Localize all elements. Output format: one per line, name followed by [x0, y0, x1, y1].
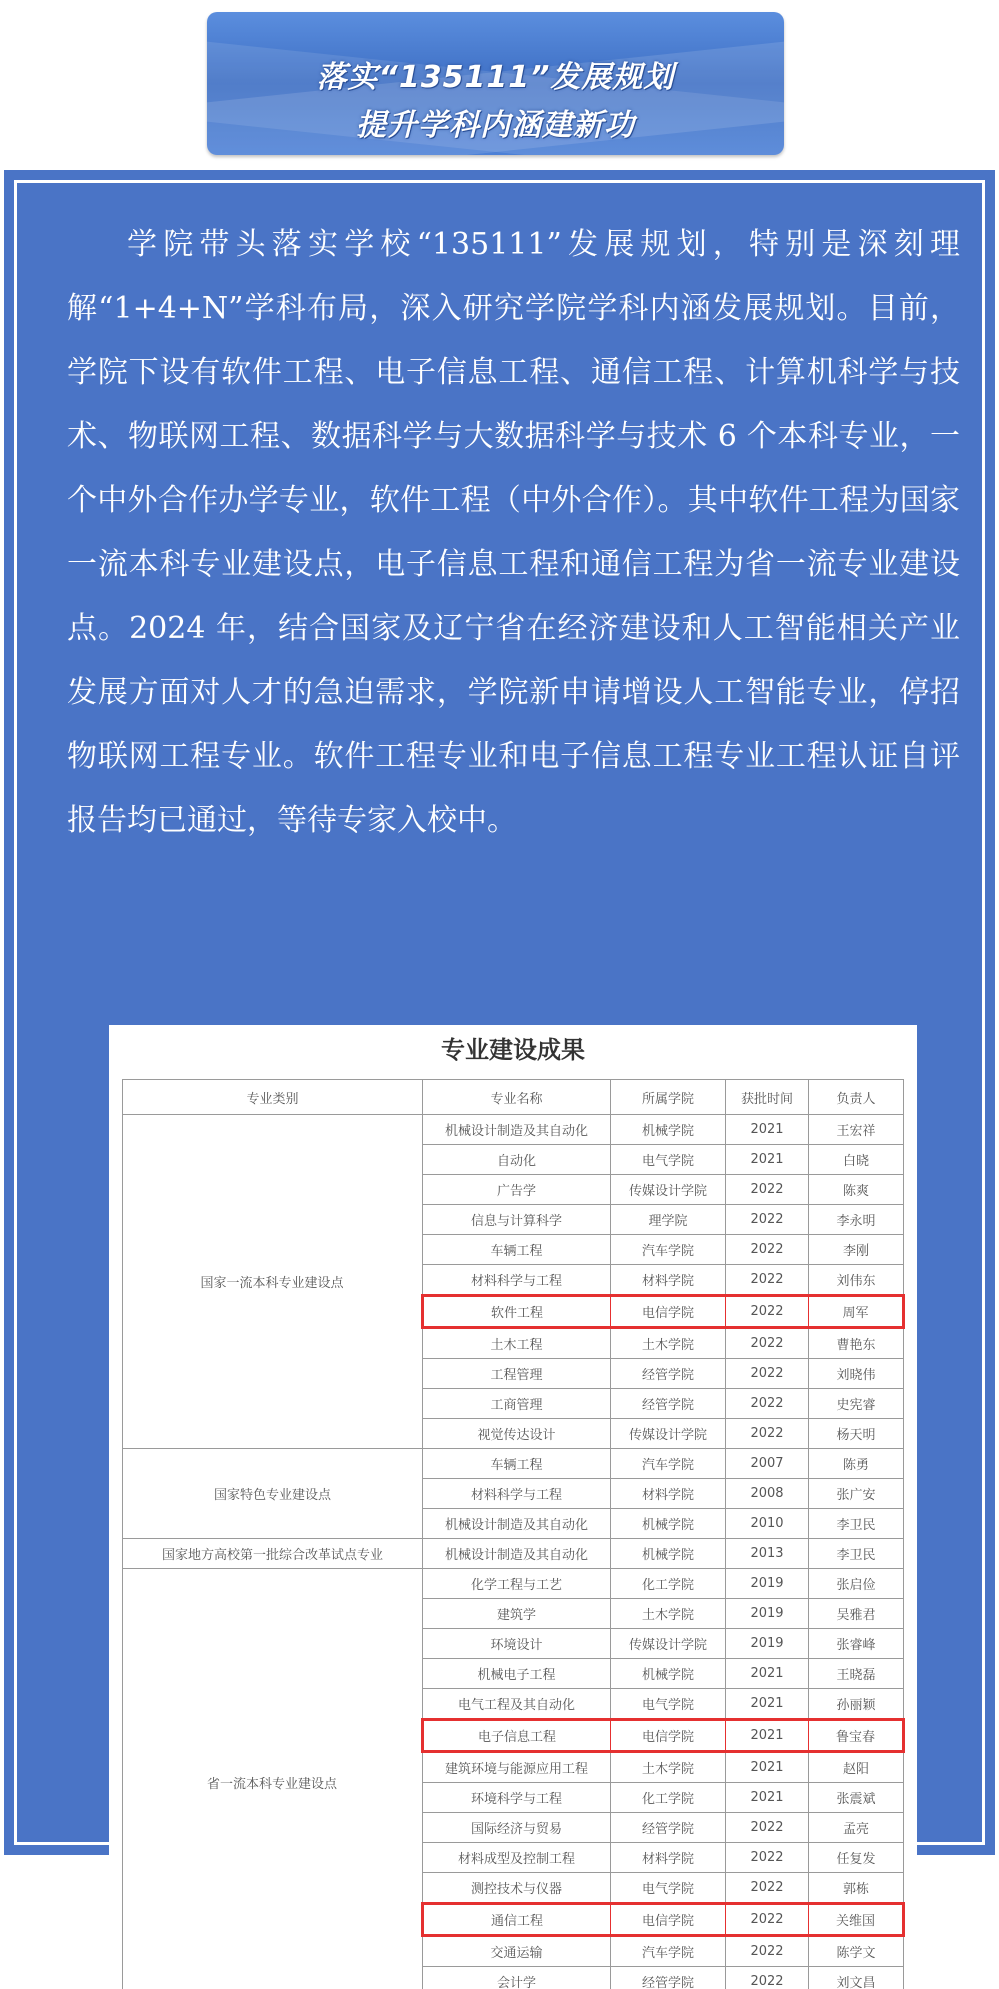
- cell-college: 汽车学院: [611, 1936, 726, 1967]
- table-row: [123, 1115, 904, 1145]
- cell-leader: 陈学文: [809, 1936, 904, 1967]
- cell-major-name: 建筑学: [423, 1599, 611, 1629]
- content-panel: [4, 170, 995, 1855]
- cell-leader: 史宪睿: [809, 1389, 904, 1419]
- cell-major-name: 车辆工程: [423, 1235, 611, 1265]
- header-college: 所属学院: [611, 1080, 726, 1115]
- cell-college: 电信学院: [611, 1296, 726, 1328]
- cell-major-name: 通信工程: [423, 1904, 611, 1936]
- cell-major-name: 国际经济与贸易: [423, 1813, 611, 1843]
- cell-major-name: 视觉传达设计: [423, 1419, 611, 1449]
- cell-leader: 杨天明: [809, 1419, 904, 1449]
- cell-college: 电气学院: [611, 1873, 726, 1904]
- cell-approval-year: 2010: [726, 1509, 809, 1539]
- cell-major-name: 环境科学与工程: [423, 1783, 611, 1813]
- cell-college: 化工学院: [611, 1569, 726, 1599]
- cell-major-name: 机械设计制造及其自动化: [423, 1509, 611, 1539]
- cell-major-name: 工程管理: [423, 1359, 611, 1389]
- cell-leader: 张广安: [809, 1479, 904, 1509]
- cell-college: 材料学院: [611, 1479, 726, 1509]
- cell-leader: 吴雅君: [809, 1599, 904, 1629]
- cell-approval-year: 2022: [726, 1936, 809, 1967]
- cell-approval-year: 2021: [726, 1145, 809, 1175]
- cell-approval-year: 2013: [726, 1539, 809, 1569]
- cell-approval-year: 2021: [726, 1752, 809, 1783]
- cell-major-name: 电子信息工程: [423, 1720, 611, 1752]
- cell-college: 机械学院: [611, 1539, 726, 1569]
- cell-major-name: 材料成型及控制工程: [423, 1843, 611, 1873]
- cell-major-name: 广告学: [423, 1175, 611, 1205]
- cell-major-name: 软件工程: [423, 1296, 611, 1328]
- cell-leader: 王宏祥: [809, 1115, 904, 1145]
- cell-college: 机械学院: [611, 1659, 726, 1689]
- cell-major-name: 建筑环境与能源应用工程: [423, 1752, 611, 1783]
- cell-college: 经管学院: [611, 1813, 726, 1843]
- cell-leader: 陈爽: [809, 1175, 904, 1205]
- cell-approval-year: 2021: [726, 1659, 809, 1689]
- header-major-name: 专业名称: [423, 1080, 611, 1115]
- cell-college: 经管学院: [611, 1967, 726, 1989]
- cell-approval-year: 2022: [726, 1843, 809, 1873]
- cell-approval-year: 2021: [726, 1689, 809, 1720]
- cell-college: 机械学院: [611, 1509, 726, 1539]
- cell-approval-year: 2022: [726, 1205, 809, 1235]
- cell-approval-year: 2022: [726, 1328, 809, 1359]
- cell-major-name: 交通运输: [423, 1936, 611, 1967]
- table-header-row: [123, 1080, 904, 1115]
- cell-major-name: 信息与计算科学: [423, 1205, 611, 1235]
- cell-leader: 刘伟东: [809, 1265, 904, 1296]
- cell-leader: 李卫民: [809, 1509, 904, 1539]
- cell-college: 汽车学院: [611, 1449, 726, 1479]
- header-category: 专业类别: [123, 1080, 423, 1115]
- cell-college: 土木学院: [611, 1328, 726, 1359]
- cell-leader: 曹艳东: [809, 1328, 904, 1359]
- cell-leader: 陈勇: [809, 1449, 904, 1479]
- cell-major-name: 土木工程: [423, 1328, 611, 1359]
- cell-approval-year: 2022: [726, 1296, 809, 1328]
- cell-college: 经管学院: [611, 1359, 726, 1389]
- header-approval-year: 获批时间: [726, 1080, 809, 1115]
- cell-leader: 刘文昌: [809, 1967, 904, 1989]
- table-body: [123, 1115, 904, 1989]
- cell-college: 土木学院: [611, 1752, 726, 1783]
- cell-leader: 李刚: [809, 1235, 904, 1265]
- cell-leader: 王晓磊: [809, 1659, 904, 1689]
- cell-college: 传媒设计学院: [611, 1175, 726, 1205]
- cell-approval-year: 2008: [726, 1479, 809, 1509]
- cell-college: 电信学院: [611, 1904, 726, 1936]
- table-row: [123, 1449, 904, 1479]
- banner-title-line-2: 提升学科内涵建新功: [207, 100, 784, 144]
- cell-college: 材料学院: [611, 1843, 726, 1873]
- achievements-table: [122, 1079, 905, 1989]
- cell-leader: 张震斌: [809, 1783, 904, 1813]
- cell-college: 传媒设计学院: [611, 1419, 726, 1449]
- cell-leader: 关维国: [809, 1904, 904, 1936]
- cell-leader: 刘晓伟: [809, 1359, 904, 1389]
- cell-category: 国家特色专业建设点: [123, 1449, 423, 1539]
- cell-approval-year: 2007: [726, 1449, 809, 1479]
- banner-title-line-1: 落实“135111”发展规划: [207, 52, 784, 96]
- cell-major-name: 材料科学与工程: [423, 1265, 611, 1296]
- cell-college: 电气学院: [611, 1145, 726, 1175]
- cell-college: 电气学院: [611, 1689, 726, 1720]
- cell-leader: 鲁宝春: [809, 1720, 904, 1752]
- cell-category: 国家地方高校第一批综合改革试点专业: [123, 1539, 423, 1569]
- cell-approval-year: 2019: [726, 1599, 809, 1629]
- cell-leader: 孟亮: [809, 1813, 904, 1843]
- cell-leader: 赵阳: [809, 1752, 904, 1783]
- cell-college: 电信学院: [611, 1720, 726, 1752]
- cell-approval-year: 2021: [726, 1783, 809, 1813]
- cell-major-name: 车辆工程: [423, 1449, 611, 1479]
- title-banner: [207, 12, 784, 155]
- cell-major-name: 机械设计制造及其自动化: [423, 1115, 611, 1145]
- cell-approval-year: 2022: [726, 1419, 809, 1449]
- content-panel-border: [14, 180, 985, 1845]
- cell-approval-year: 2022: [726, 1235, 809, 1265]
- cell-major-name: 机械设计制造及其自动化: [423, 1539, 611, 1569]
- cell-approval-year: 2022: [726, 1389, 809, 1419]
- table-row: [123, 1539, 904, 1569]
- cell-college: 机械学院: [611, 1115, 726, 1145]
- cell-leader: 任复发: [809, 1843, 904, 1873]
- cell-category: 国家一流本科专业建设点: [123, 1115, 423, 1449]
- body-paragraph: 学院带头落实学校“135111”发展规划，特别是深刻理解“1+4+N”学科布局，深入研究学院学科内涵发展规划。目前，学院下设有软件工程、电子信息工程、通信工程、计算机科学与技术、物联网工程、数据科学与大数据科学与技术 6 个本科专业，一个中外合作办学专业，软件工程（中外合作）。其中软件工程为国家一流本科专业建设点，电子信息工程和通信工程为省一流专业建设点。2024 年，结合国家及辽宁省在经济建设和人工智能相关产业发展方面对人才的急迫需求，学院新申请增设人工智能专业，停招物联网工程专业。软件工程专业和电子信息工程专业工程认证自评报告均已通过，等待专家入校中。: [67, 213, 960, 853]
- cell-approval-year: 2019: [726, 1569, 809, 1599]
- cell-approval-year: 2022: [726, 1873, 809, 1904]
- cell-approval-year: 2022: [726, 1904, 809, 1936]
- cell-major-name: 会计学: [423, 1967, 611, 1989]
- cell-approval-year: 2022: [726, 1813, 809, 1843]
- cell-major-name: 自动化: [423, 1145, 611, 1175]
- table-title: 专业建设成果: [109, 1025, 917, 1075]
- cell-college: 经管学院: [611, 1389, 726, 1419]
- cell-approval-year: 2022: [726, 1175, 809, 1205]
- cell-leader: 张启俭: [809, 1569, 904, 1599]
- cell-approval-year: 2021: [726, 1720, 809, 1752]
- cell-major-name: 化学工程与工艺: [423, 1569, 611, 1599]
- cell-college: 汽车学院: [611, 1235, 726, 1265]
- cell-major-name: 测控技术与仪器: [423, 1873, 611, 1904]
- cell-approval-year: 2019: [726, 1629, 809, 1659]
- cell-leader: 郭栋: [809, 1873, 904, 1904]
- cell-major-name: 材料科学与工程: [423, 1479, 611, 1509]
- cell-college: 土木学院: [611, 1599, 726, 1629]
- achievements-table-image: [109, 1025, 917, 1989]
- cell-college: 理学院: [611, 1205, 726, 1235]
- cell-approval-year: 2022: [726, 1967, 809, 1989]
- cell-leader: 白晓: [809, 1145, 904, 1175]
- cell-college: 材料学院: [611, 1265, 726, 1296]
- cell-major-name: 电气工程及其自动化: [423, 1689, 611, 1720]
- cell-approval-year: 2022: [726, 1265, 809, 1296]
- cell-major-name: 工商管理: [423, 1389, 611, 1419]
- cell-college: 传媒设计学院: [611, 1629, 726, 1659]
- cell-leader: 李永明: [809, 1205, 904, 1235]
- cell-leader: 张睿峰: [809, 1629, 904, 1659]
- cell-approval-year: 2021: [726, 1115, 809, 1145]
- cell-leader: 李卫民: [809, 1539, 904, 1569]
- cell-leader: 周军: [809, 1296, 904, 1328]
- cell-major-name: 环境设计: [423, 1629, 611, 1659]
- header-leader: 负责人: [809, 1080, 904, 1115]
- cell-approval-year: 2022: [726, 1359, 809, 1389]
- table-row: [123, 1569, 904, 1599]
- cell-category: 省一流本科专业建设点: [123, 1569, 423, 1989]
- cell-leader: 孙丽颖: [809, 1689, 904, 1720]
- cell-major-name: 机械电子工程: [423, 1659, 611, 1689]
- cell-college: 化工学院: [611, 1783, 726, 1813]
